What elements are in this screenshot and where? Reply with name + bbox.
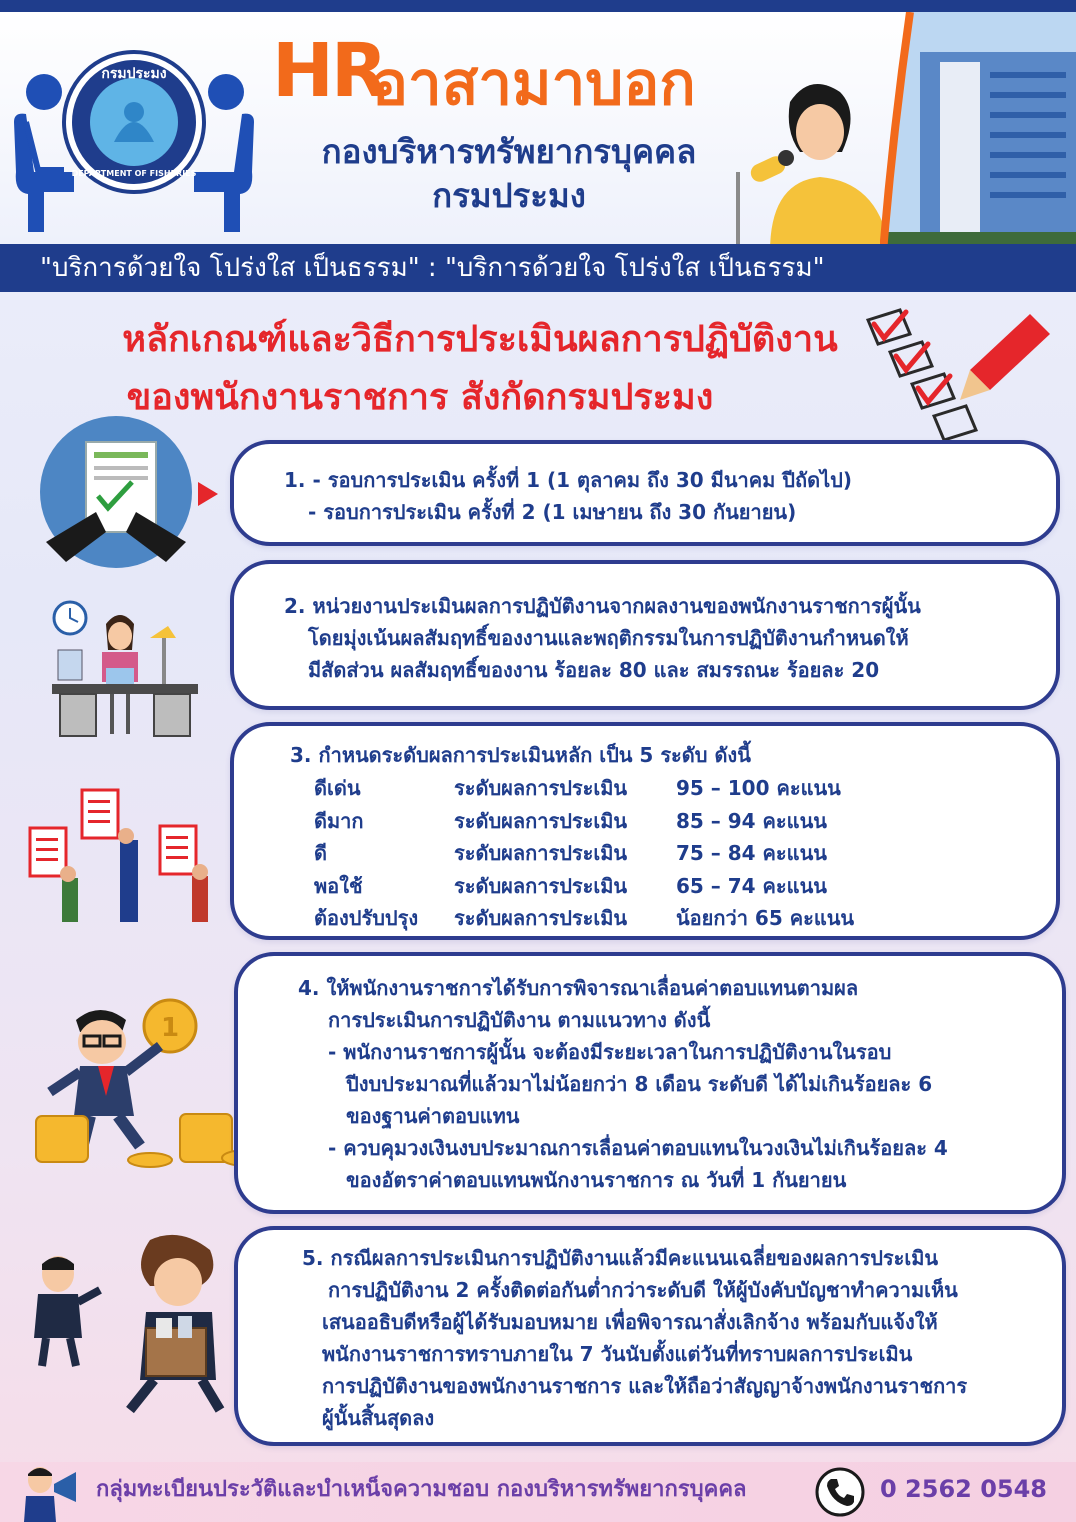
pointer-arrow-icon — [196, 480, 220, 508]
section-2-box — [230, 560, 1060, 710]
level-label: ระดับผลการประเมิน — [454, 776, 628, 800]
section-1-line: 1. - รอบการประเมิน ครั้งที่ 1 (1 ตุลาคม ถึง 30 มีนาคม ปีถัดไป) — [284, 468, 852, 492]
section-4-line: 4. ให้พนักงานราชการได้รับการพิจารณาเลื่อนค่าตอบแทนตามผล — [298, 976, 859, 1000]
section-4-line: ปีงบประมาณที่แล้วมาไม่น้อยกว่า 8 เดือน ระดับดี ได้ไม่เกินร้อยละ 6 — [346, 1072, 933, 1096]
section-3-box — [230, 722, 1060, 940]
level-label: ระดับผลการประเมิน — [454, 873, 628, 898]
section-5-box — [234, 1226, 1066, 1446]
section-4-box — [234, 952, 1066, 1214]
level-row — [314, 805, 1056, 838]
phone-number[interactable]: 0 2562 0548 — [880, 1475, 1048, 1503]
section-5-line: 5. กรณีผลการประเมินการปฏิบัติงานแล้วมีคะแนนเฉลี่ยของผลการประเมิน — [302, 1246, 939, 1270]
level-range: 85 – 94 คะแนน — [676, 808, 827, 833]
section-2-line: 2. หน่วยงานประเมินผลการปฏิบัติงานจากผลงานของพนักงานราชการผู้นั้น — [284, 594, 921, 618]
level-name: ดี — [314, 841, 327, 865]
checklist-pencil-icon — [860, 300, 1060, 450]
hr-word: HR — [272, 28, 385, 114]
level-label: ระดับผลการประเมิน — [454, 808, 628, 833]
section-4-line: - พนักงานราชการผู้นั้น จะต้องมีระยะเวลาในการปฏิบัติงานในรอบ — [328, 1040, 892, 1064]
section-5-line: เสนออธิบดีหรือผู้ได้รับมอบหมาย เพื่อพิจารณาสั่งเลิกจ้าง พร้อมกับแจ้งให้ — [322, 1310, 938, 1334]
level-range: 75 – 84 คะแนน — [676, 841, 827, 865]
section-4-line: - ควบคุมวงเงินงบประมาณการเลื่อนค่าตอบแทนในวงเงินไม่เกินร้อยละ 4 — [328, 1136, 948, 1160]
dismissal-scene-icon — [20, 1230, 230, 1420]
section-1-line: - รอบการประเมิน ครั้งที่ 2 (1 เมษายน ถึง 30 กันยายน) — [308, 500, 797, 524]
department-logo-icon — [4, 42, 264, 242]
section-5-line: พนักงานราชการทราบภายใน 7 วันนับตั้งแต่วันที่ทราบผลการประเมิน — [322, 1342, 913, 1366]
section-3-title: 3. กำหนดระดับผลการประเมินหลัก เป็น 5 ระดับ ดังนี้ — [290, 743, 751, 767]
document-review-icon — [36, 412, 196, 572]
ministry-name: กรมประมง — [432, 176, 586, 215]
department-name: กองบริหารทรัพยากรบุคคล — [321, 132, 697, 171]
section-2-line: โดยมุ่งเน้นผลสัมฤทธิ์ของงานและพฤติกรรมในการปฏิบัติงานกำหนดให้ — [308, 626, 909, 650]
level-name: ดีเด่น — [314, 776, 361, 800]
section-5-line: ผู้นั้นสิ้นสุดลง — [322, 1406, 435, 1430]
slogan-text: "บริการด้วยใจ โปร่งใส เป็นธรรม" : "บริการด้วยใจ โปร่งใส เป็นธรรม" — [40, 253, 825, 283]
level-range: 65 – 74 คะแนน — [676, 873, 827, 898]
section-4-line: ของฐานค่าตอบแทน — [346, 1104, 520, 1128]
top-accent-bar — [0, 0, 1076, 12]
level-row — [314, 837, 1056, 870]
phone-icon — [814, 1466, 866, 1518]
header-banner — [0, 12, 1076, 244]
footer-unit-text: กลุ่มทะเบียนประวัติและบำเหน็จความชอบ กองบริหารทรัพยากรบุคคล — [96, 1477, 747, 1502]
svg-text:1: 1 — [160, 1013, 180, 1043]
level-table — [290, 772, 1056, 935]
office-worker-icon — [50, 598, 200, 738]
hr-thai-title: อาสามาบอก — [372, 49, 696, 119]
section-4-line: ของอัตราค่าตอบแทนพนักงานราชการ ณ วันที่ 1 กันยายน — [346, 1168, 847, 1192]
level-label: ระดับผลการประเมิน — [454, 841, 628, 865]
level-range: 95 – 100 คะแนน — [676, 776, 841, 800]
level-row — [314, 772, 1056, 805]
level-name: ดีมาก — [314, 808, 364, 833]
headline-line2: ของพนักงานราชการ สังกัดกรมประมง — [126, 377, 714, 418]
megaphone-man-icon — [14, 1462, 84, 1522]
section-5-line: การปฏิบัติงาน 2 ครั้งติดต่อกันต่ำกว่าระดับดี ให้ผู้บังคับบัญชาทำความเห็น — [328, 1278, 958, 1302]
logo-text-bottom: DEPARTMENT OF FISHERIES — [71, 169, 197, 178]
section-2-line: มีสัดส่วน ผลสัมฤทธิ์ของงาน ร้อยละ 80 และ สมรรถนะ ร้อยละ 20 — [308, 658, 880, 682]
level-name: พอใช้ — [314, 873, 363, 898]
section-4-line: การประเมินการปฏิบัติงาน ตามแนวทาง ดังนี้ — [328, 1008, 711, 1032]
level-row — [314, 902, 1056, 935]
logo-text-top: กรมประมง — [101, 66, 167, 82]
section-1-box — [230, 440, 1060, 546]
department-building-photo — [880, 12, 1076, 244]
section-5-line: การปฏิบัติงานของพนักงานราชการ และให้ถือว่าสัญญาจ้างพนักงานราชการ — [322, 1374, 968, 1398]
rating-clipboards-icon — [28, 786, 218, 922]
headline-line1: หลักเกณฑ์และวิธีการประเมินผลการปฏิบัติงาน — [122, 319, 838, 360]
level-name: ต้องปรับปรุง — [314, 906, 419, 930]
level-row — [314, 870, 1056, 903]
level-label: ระดับผลการประเมิน — [454, 906, 628, 930]
level-range: น้อยกว่า 65 คะแนน — [676, 906, 855, 930]
